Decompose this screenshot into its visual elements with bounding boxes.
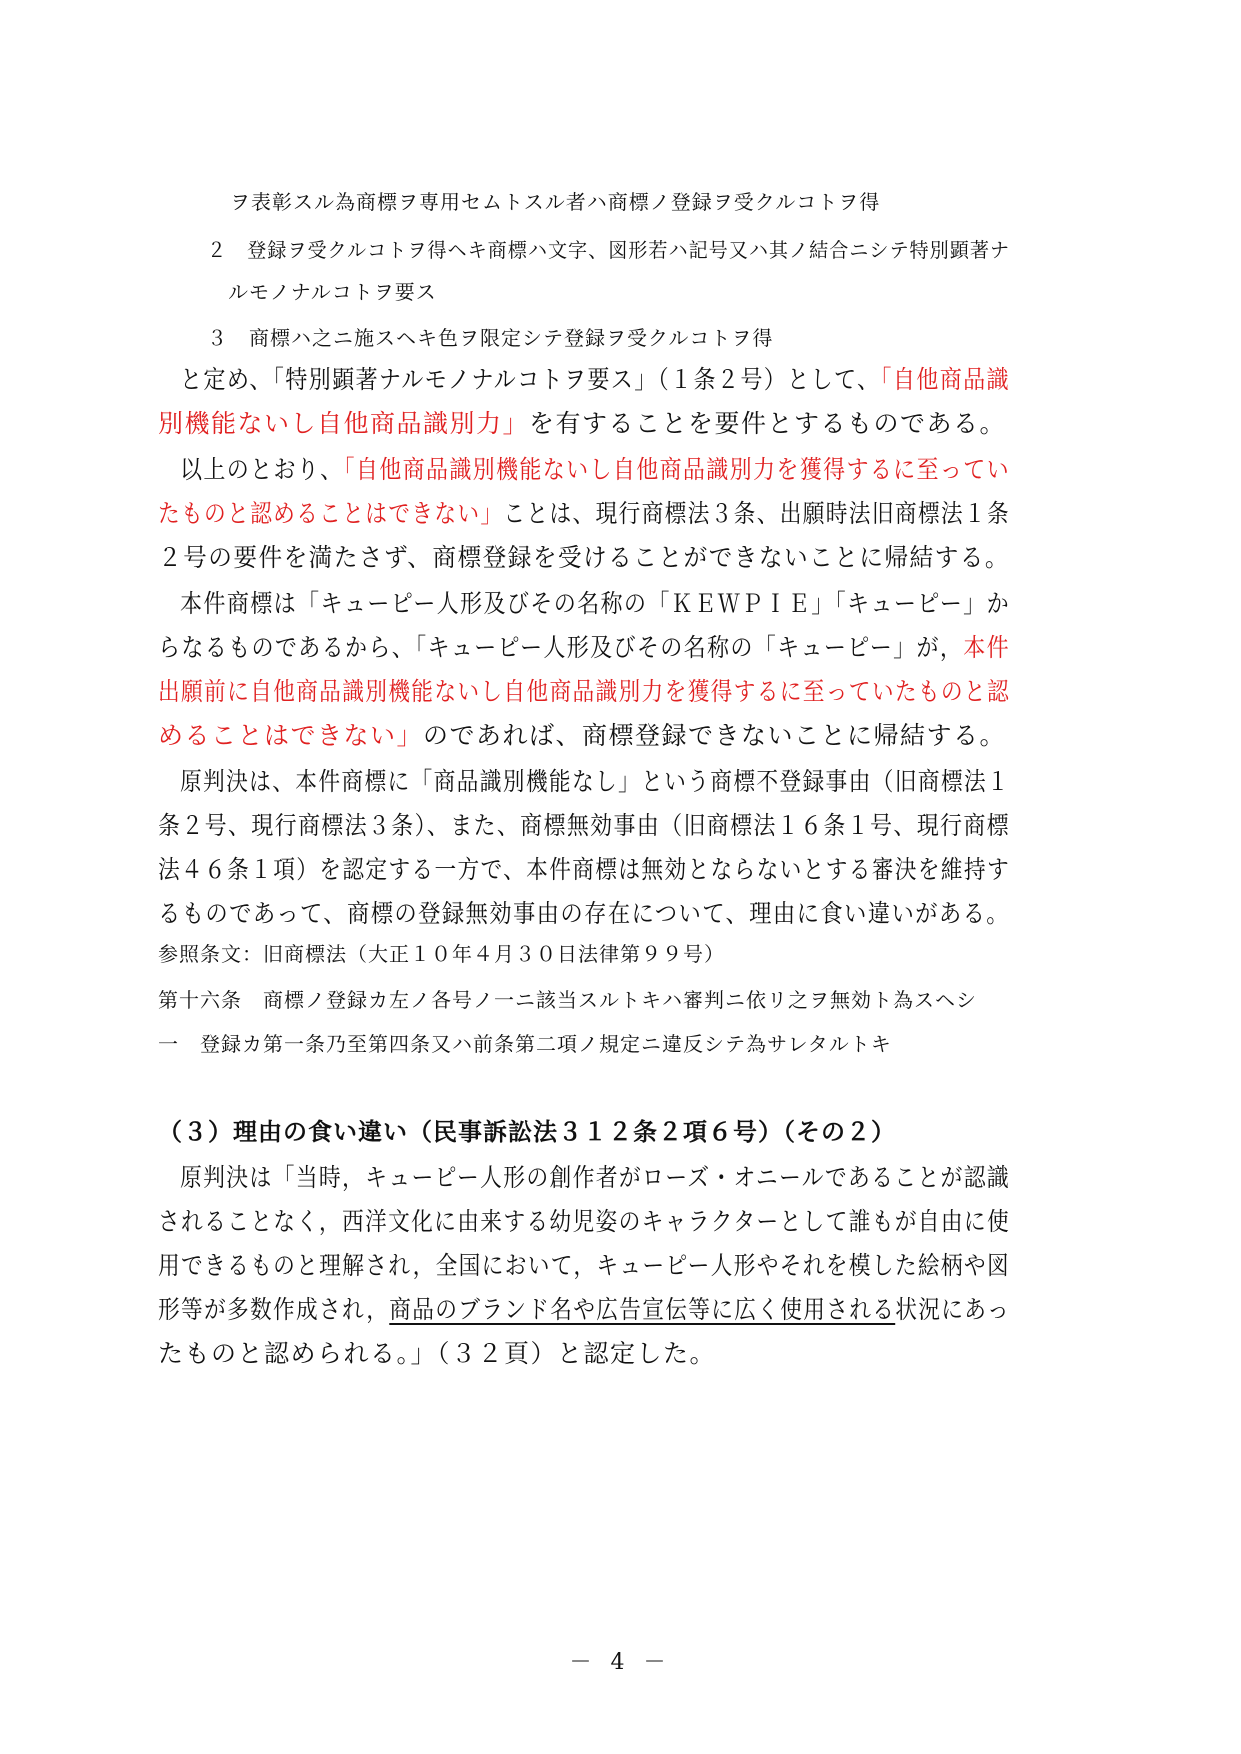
para2-text: ことは、現行商標法３条、出願時法旧商標法１条 [503, 499, 1010, 528]
section3-line-4 [158, 1290, 1010, 1326]
page-number: － 4 － [569, 1650, 672, 1675]
para2-text: 以上のとおり、 [180, 455, 344, 484]
para4-line-1: 原判決は、本件商標に「商品識別機能なし」という商標不登録事由（旧商標法１ [180, 767, 1010, 796]
para3-line-3: 出願前に自他商品識別機能ないし自他商品識別力を獲得するに至っていたものと認 [158, 677, 1010, 706]
para2-line-1 [180, 450, 1010, 486]
reference-line-3: 一 登録カ第一条乃至第四条又ハ前条第二項ノ規定ニ違反シテ為サレタルトキ [158, 1032, 892, 1056]
para3-line-2 [158, 628, 1010, 664]
para4-line-4: るものであって、商標の登録無効事由の存在について、理由に食い違いがある。 [158, 899, 1010, 928]
para1-line-2 [158, 404, 1006, 440]
para2-highlight: 「自他商品識別機能ないし自他商品識別力を獲得するに至ってい [343, 455, 1011, 484]
quote-line-1: ヲ表彰スル為商標ヲ専用セムトスル者ハ商標ノ登録ヲ受クルコトヲ得 [230, 190, 881, 214]
para1-highlight: 「自他商品識 [880, 365, 1010, 394]
para3-highlight: 本件 [963, 633, 1010, 662]
section3-line-5: たものと認められる。」（３２頁）と認定した。 [158, 1339, 717, 1368]
para4-line-2: 条２号、現行商標法３条）、また、商標無効事由（旧商標法１６条１号、現行商標 [158, 811, 1010, 840]
section3-line-3: 用できるものと理解され，全国において，キューピー人形やそれを模した絵柄や図 [158, 1251, 1010, 1280]
para2-line-2 [158, 494, 1010, 530]
para3-text: らなるものであるから、「キューピー人形及びその名称の「キューピー」が， [158, 633, 964, 662]
para1-text: と定め、「特別顕著ナルモノナルコトヲ要ス」（１条２号）として、 [180, 365, 881, 394]
para2-line-3: ２号の要件を満たさず、商標登録を受けることができないことに帰結する。 [158, 543, 1010, 572]
para1-highlight: 別機能ないし自他商品識別力」 [158, 409, 530, 438]
reference-line-1: 参照条文：旧商標法（大正１０年４月３０日法律第９９号） [158, 942, 725, 966]
quote-line-4: ３ 商標ハ之ニ施スヘキ色ヲ限定シテ登録ヲ受クルコトヲ得 [207, 326, 774, 350]
underlined-phrase: 商品のブランド名や広告宣伝等に広く使用される [389, 1295, 896, 1324]
para1-text: を有することを要件とするものである。 [529, 409, 1007, 438]
para1-line-1 [180, 360, 1010, 396]
section3-line-1: 原判決は「当時，キューピー人形の創作者がローズ・オニールであることが認識 [180, 1163, 1010, 1192]
section3-text: 状況にあっ [895, 1295, 1010, 1324]
quote-line-3: ルモノナルコトヲ要ス [228, 280, 437, 304]
section3-line-2: されることなく，西洋文化に由来する幼児姿のキャラクターとして誰もが自由に使 [158, 1207, 1010, 1236]
para3-line-4 [158, 716, 1006, 752]
para4-line-3: 法４６条１項）を認定する一方で、本件商標は無効とならないとする審決を維持す [158, 855, 1010, 884]
section3-text: 形等が多数作成され， [158, 1295, 390, 1324]
para3-highlight: めることはできない」 [158, 721, 424, 750]
para3-text: のであれば、商標登録できないことに帰結する。 [423, 721, 1007, 750]
reference-line-2: 第十六条 商標ノ登録カ左ノ各号ノ一ニ該当スルトキハ審判ニ依リ之ヲ無効ト為スヘシ [158, 988, 977, 1012]
para3-line-1: 本件商標は「キューピー人形及びその名称の「ＫＥＷＰＩＥ」「キューピー」か [180, 589, 1010, 618]
para2-highlight: たものと認めることはできない」 [158, 499, 504, 528]
section-heading: （３）理由の食い違い（民事訴訟法３１２条２項６号）（その２） [158, 1117, 896, 1146]
quote-line-2: ２ 登録ヲ受クルコトヲ得ヘキ商標ハ文字、図形若ハ記号又ハ其ノ結合ニシテ特別顕著ナ [207, 238, 1010, 262]
